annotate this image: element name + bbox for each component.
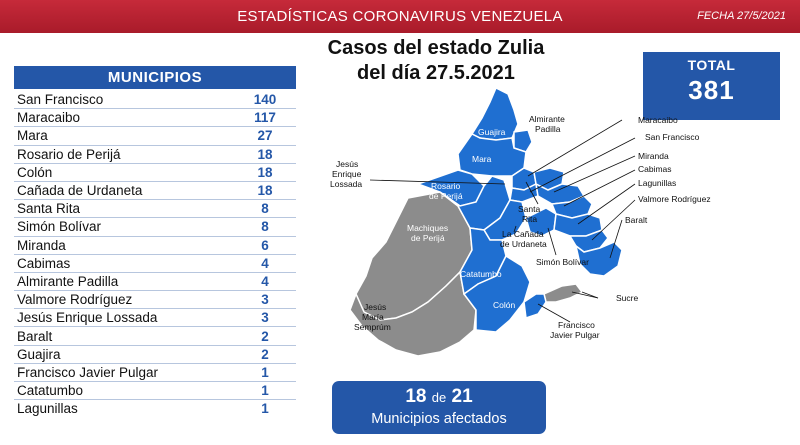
- affected-label: Municipios afectados: [371, 411, 507, 427]
- label-jesus-enrique-1: Jesús: [336, 159, 359, 169]
- municipio-cases: 2: [261, 346, 269, 362]
- list-item: [14, 290, 296, 308]
- list-item: [14, 108, 296, 126]
- label-rosario-2: de Perijá: [429, 191, 463, 201]
- label-santa-rita-1: Santa: [518, 204, 541, 214]
- municipio-cases: 1: [261, 401, 269, 417]
- municipio-name: Maracaibo: [17, 110, 81, 126]
- total-label: TOTAL: [687, 57, 736, 73]
- label-valmore: Valmore Rodríguez: [638, 194, 711, 204]
- list-item: [14, 363, 296, 381]
- list-item: [14, 326, 296, 344]
- municipio-cases: 8: [261, 219, 269, 235]
- municipios-list: [14, 90, 296, 417]
- list-item: [14, 308, 296, 326]
- municipio-name: Rosario de Perijá: [17, 146, 121, 162]
- municipio-name: Santa Rita: [17, 201, 81, 217]
- municipio-cases: 1: [261, 364, 269, 380]
- municipio-name: Jesús Enrique Lossada: [17, 310, 158, 326]
- label-francisco-1: Francisco: [558, 320, 595, 330]
- list-item: [14, 163, 296, 181]
- label-almirante-1: Almirante: [529, 114, 565, 124]
- municipio-name: Cañada de Urdaneta: [17, 183, 143, 199]
- affected-box: [332, 381, 546, 434]
- municipio-name: Miranda: [17, 237, 66, 253]
- list-item: [14, 90, 296, 108]
- label-colon: Colón: [493, 300, 516, 310]
- affected-count: [332, 386, 546, 408]
- municipio-name: Baralt: [17, 328, 53, 344]
- municipio-cases: 3: [261, 292, 269, 308]
- municipio-cases: 4: [261, 255, 269, 271]
- list-item: [14, 254, 296, 272]
- label-baralt: Baralt: [625, 215, 648, 225]
- total-value: 381: [688, 75, 735, 105]
- label-simon-bolivar: Simón Bolívar: [536, 257, 589, 267]
- list-item: [14, 236, 296, 254]
- municipio-francisco-javier-pulgar: [524, 294, 546, 318]
- label-francisco-2: Javier Pulgar: [550, 330, 600, 340]
- banner-date: FECHA 27/5/2021: [697, 10, 786, 22]
- municipio-cases: 27: [257, 128, 273, 144]
- label-machiques-1: Machiques: [407, 223, 449, 233]
- affected-number: 18: [405, 386, 427, 407]
- label-san-francisco: San Francisco: [645, 132, 700, 142]
- municipio-name: Catatumbo: [17, 383, 84, 399]
- page-title-line2: del día 27.5.2021: [357, 62, 515, 84]
- label-jesus-maria-2: María: [362, 312, 384, 322]
- page-title: [296, 36, 576, 86]
- municipio-cases: 1: [261, 383, 269, 399]
- municipio-cases: 8: [261, 201, 269, 217]
- label-lagunillas: Lagunillas: [638, 178, 677, 188]
- list-item: [14, 199, 296, 217]
- zulia-map: [300, 80, 800, 380]
- label-cabimas: Cabimas: [638, 164, 672, 174]
- municipio-name: Valmore Rodríguez: [17, 292, 133, 308]
- label-canada-2: de Urdaneta: [500, 239, 547, 249]
- label-maracaibo: Maracaibo: [638, 115, 678, 125]
- label-santa-rita-2: Rita: [522, 214, 538, 224]
- label-catatumbo: Catatumbo: [460, 269, 502, 279]
- label-guajira: Guajira: [478, 127, 506, 137]
- label-sucre: Sucre: [616, 293, 639, 303]
- list-item: [14, 399, 296, 417]
- municipio-cases: 18: [257, 146, 273, 162]
- list-item: [14, 181, 296, 199]
- list-item: [14, 345, 296, 363]
- list-item: [14, 126, 296, 144]
- municipio-name: Cabimas: [17, 255, 71, 271]
- label-jesus-maria-1: Jesús: [364, 302, 387, 312]
- municipio-cases: 140: [253, 91, 277, 107]
- label-mara: Mara: [472, 154, 492, 164]
- municipio-cases: 18: [257, 183, 273, 199]
- label-jesus-enrique-2: Enrique: [332, 169, 362, 179]
- municipio-name: Colón: [17, 164, 53, 180]
- municipio-name: Mara: [17, 128, 48, 144]
- municipio-cases: 117: [254, 110, 276, 126]
- municipio-name: Guajira: [17, 346, 61, 362]
- municipio-cases: 3: [261, 310, 269, 326]
- list-item: [14, 217, 296, 235]
- list-item: [14, 145, 296, 163]
- list-item: [14, 381, 296, 399]
- label-jesus-enrique-3: Lossada: [330, 179, 363, 189]
- municipio-name: San Francisco: [17, 91, 104, 107]
- list-item: [14, 272, 296, 290]
- affected-of: de: [431, 390, 447, 405]
- label-rosario-1: Rosario: [431, 181, 461, 191]
- municipio-name: Almirante Padilla: [17, 273, 119, 289]
- affected-total: 21: [451, 386, 473, 407]
- municipio-cases: 2: [261, 328, 269, 344]
- municipio-cases: 6: [261, 237, 269, 253]
- municipio-name: Francisco Javier Pulgar: [17, 364, 159, 380]
- municipio-cases: 18: [257, 164, 273, 180]
- banner-title: ESTADÍSTICAS CORONAVIRUS VENEZUELA: [237, 8, 563, 25]
- page-title-line1: Casos del estado Zulia: [327, 37, 545, 59]
- municipios-header: MUNICIPIOS: [14, 66, 296, 89]
- label-canada-1: La Cañada: [502, 229, 544, 239]
- municipio-name: Lagunillas: [17, 401, 78, 417]
- municipio-name: Simón Bolívar: [17, 219, 102, 235]
- municipio-cases: 4: [261, 273, 269, 289]
- label-jesus-maria-3: Semprúm: [354, 322, 391, 332]
- label-miranda: Miranda: [638, 151, 669, 161]
- label-machiques-2: de Perijá: [411, 233, 445, 243]
- label-almirante-2: Padilla: [535, 124, 561, 134]
- top-banner: [0, 0, 800, 33]
